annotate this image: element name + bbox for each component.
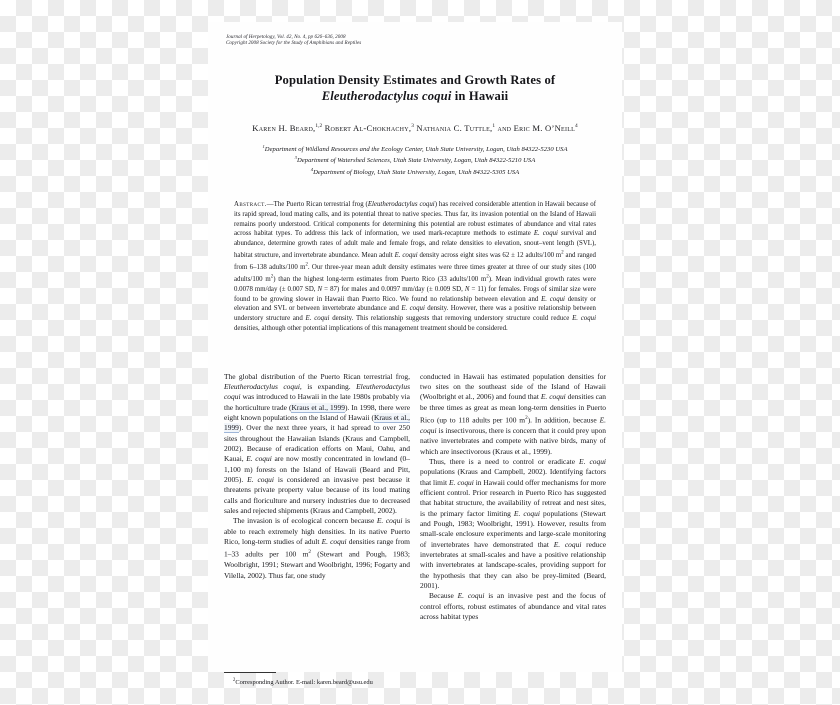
author-affiliation-marker-2: 3 xyxy=(411,122,414,129)
paragraph-intro-3: conducted in Hawaii has estimated population densities for two sites on the southeast side of the Island of Hawaii (Woolbright et al., 2006) and found that E. coqui densities can be three times as great as mean long-term densities in Puerto Rico (up to 118 adults per 100 $m^2$). In addition, because E. coqui is insectivorous, there is concern that it could prey upon native invertebrates and compete with native birds, many of which are insectivorous (Kraus et al., 1999). xyxy=(420,371,606,456)
paragraph-intro-5: Because E. coqui is an invasive pest and the focus of control efforts, robust estimates of abundance and vital rates across habitat types xyxy=(420,591,606,621)
affiliation-text-1: Department of Wildland Resources and the Ecology Center, Utah State University, Logan, Utah 84322-5230 USA xyxy=(264,145,568,153)
author-name-2: Robert Al-Chokhachy, xyxy=(324,122,412,133)
author-name-3: Nathania C. Tuttle, xyxy=(416,122,493,133)
abstract-label: Abstract. xyxy=(234,201,267,209)
title-line-2 xyxy=(224,88,606,104)
footnote-text: Corresponding Author. E-mail: karen.beard@usu.edu xyxy=(235,678,373,686)
abstract-dash: — xyxy=(266,201,274,209)
author-conjunction: and xyxy=(497,122,514,133)
author-affiliation-marker-3: 1 xyxy=(492,122,496,129)
affiliation-2 xyxy=(224,154,606,166)
author-affiliation-marker-4: 4 xyxy=(575,122,578,129)
body-column-right xyxy=(420,372,606,688)
affiliation-list xyxy=(224,143,606,178)
citation-link-kraus-1999b[interactable]: Kraus et al., 1999 xyxy=(224,412,410,433)
journal-citation-line: Journal of Herpetology, Vol. 42, No. 4, pp 626–636, 2008 xyxy=(226,34,346,40)
author-name-1: Karen H. Beard, xyxy=(252,122,316,133)
affiliation-text-3: Department of Biology, Utah State University, Logan, Utah 84322-5305 USA xyxy=(313,169,520,177)
journal-copyright-line: Copyright 2008 Society for the Study of Amphibians and Reptiles xyxy=(226,40,362,47)
author-affiliation-marker-1: 1,2 xyxy=(315,122,323,129)
title-line-2-tail: in Hawaii xyxy=(451,88,509,103)
affiliation-1 xyxy=(224,143,606,155)
title-species-name: Eleutherodactylus coqui xyxy=(321,88,452,103)
document-page xyxy=(208,22,622,686)
paragraph-intro-1: The global distribution of the Puerto Rican terrestrial frog, Eleutherodactylus coqui, is expanding. Eleutherodactylus coqui was introduced to Hawaii in the late 1980s probably via the horticulture trade (Kraus et al., 1999). In 1998, there were eight known populations on the Island of Hawaii (Kraus et al., 1999). Over the next three years, it had spread to over 250 sites throughout the Hawaiian Islands (Kraus and Campbell, 2002). Because of eradication efforts on Maui, Oahu, and Kauai, E. coqui are now mostly concentrated in lowland (0–1,100 m) forests on the Island of Hawaii (Beard and Pitt, 2005). E. coqui is considered an invasive pest because it threatens private property value because of its loud mating calls and floriculture and nursery industries due to decreased sales and rejected shipments (Kraus and Campbell, 2002). xyxy=(224,371,410,516)
affiliation-marker-2: 3 xyxy=(294,155,297,161)
footnote-marker: 2 xyxy=(233,677,236,683)
affiliation-marker-1: 1 xyxy=(262,143,265,149)
footnote-block xyxy=(224,672,410,688)
page-title xyxy=(224,72,606,104)
footnote-divider xyxy=(224,672,276,673)
body-columns xyxy=(224,372,606,688)
abstract-section xyxy=(234,200,596,334)
journal-header xyxy=(226,34,606,47)
author-list xyxy=(224,120,606,134)
author-name-4: Eric M. O’Neill xyxy=(513,122,576,133)
abstract-text: The Puerto Rican terrestrial frog (Eleutherodactylus coqui) has received considerable attention in Hawaii because of its rapid spread, loud mating calls, and its potential threat to native species. Thus far, its invasion potential on the Island of Hawaii remains poorly understood. Critical components for determining this potential are robust estimates of abundance and vital rates across habitat types. To address this lack of information, we used mark-recapture methods to estimate E. coqui survival and abundance, determine growth rates of adult male and female frogs, and relate densities to elevation, snout–vent length (SVL), habitat structure, and invertebrate abundance. Mean adult E. coqui density across eight sites was 62 ± 12 adults/100 $m^2$ and ranged from 6–138 adults/100 $m^2$. Our three-year mean adult density estimates were three times greater at three of our study sites (100 adults/100 $m^2$) than the highest long-term estimates from Puerto Rico (33 adults/100 $m^2$). Mean individual growth rates were 0.0078 mm/day (± 0.007 SD, N = 87) for males and 0.0097 mm/day (± 0.009 SD, N = 11) for females. Frogs of similar size were found to be growing slower in Hawaii than Puerto Rico. We found no relationship between elevation and E. coqui density or elevation and SVL or between invertebrate abundance and E. coqui density. However, there was a positive relationship between understory structure and E. coqui density. This relationship suggests that removing understory structure could reduce E. coqui densities, although other potential implications of this management treatment should be considered. xyxy=(234,201,597,332)
affiliation-3 xyxy=(224,166,606,178)
affiliation-marker-3: 4 xyxy=(310,167,314,173)
citation-link-kraus-1999a[interactable]: Kraus et al., 1999 xyxy=(291,402,345,412)
footnote-corresponding-author xyxy=(224,677,410,688)
affiliation-text-2: Department of Watershed Sciences, Utah State University, Logan, Utah 84322-5210 USA xyxy=(297,157,536,165)
body-column-left xyxy=(224,372,410,688)
title-line-1: Population Density Estimates and Growth Rates of xyxy=(274,72,556,87)
paragraph-intro-4: Thus, there is a need to control or eradicate E. coqui populations (Kraus and Campbell, 2002). Identifying factors that limit E. coqui in Hawaii could offer mechanisms for more efficient control. Prior research in Puerto Rico has suggested that habitat structure, the availability of retreat and nest sites, is the primary factor limiting E. coqui populations (Stewart and Pough, 1983; Woolbright, 1991). However, results from small-scale enclosure experiments and large-scale monitoring of invertebrates have demonstrated that E. coqui reduce invertebrates at small-scales and have a positive relationship with invertebrates at landscape-scales, providing support for the hypothesis that they can also be prey-limited (Beard, 2001). xyxy=(420,456,606,590)
paragraph-intro-2: The invasion is of ecological concern because E. coqui is able to reach extremely high densities. In its native Puerto Rico, long-term studies of adult E. coqui densities range from 1–33 adults per 100 $m^2$ (Stewart and Pough, 1983; Woolbright, 1991; Stewart and Woolbright, 1996; Fogarty and Vilella, 2002). Thus far, one study xyxy=(224,516,410,580)
